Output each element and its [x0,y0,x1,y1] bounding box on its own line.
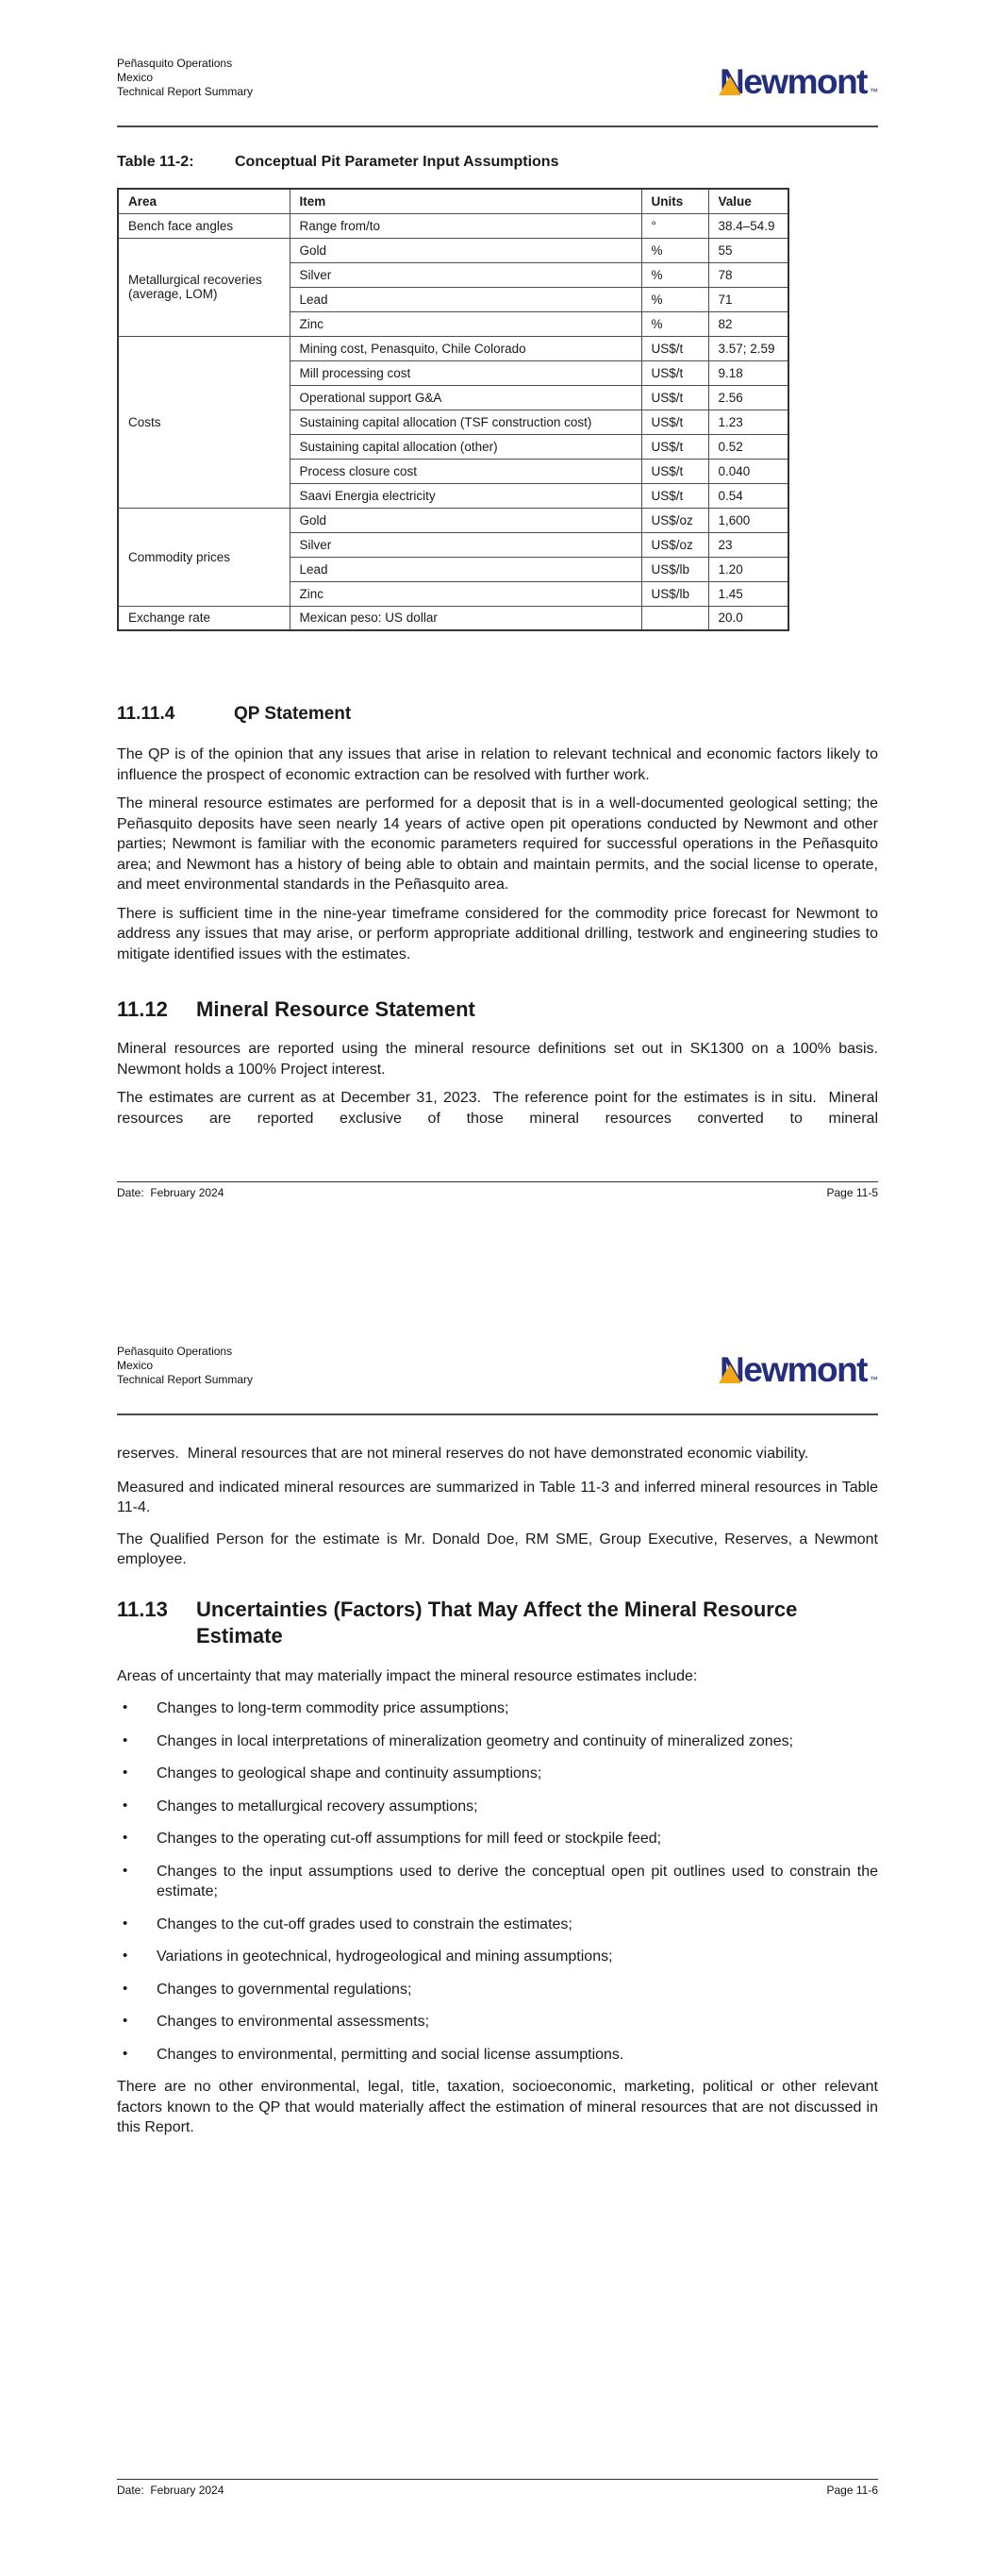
list-item [117,1797,878,1817]
column-header-units: Units [641,189,708,213]
list-item-text: Changes to long-term commodity price assumptions; [157,1700,509,1716]
cell-units: US$/t [641,483,708,508]
section-title: QP Statement [234,704,352,724]
cell-units: % [641,238,708,262]
list-item-text: Changes to environmental assessments; [157,2014,430,2030]
paragraph: reserves. Mineral resources that are not mineral reserves do not have demonstrated economic viability. [117,1446,809,1462]
paragraph: Measured and indicated mineral resources are summarized in Table 11-3 and inferred mineral resources in Table 11-4. [117,1479,883,1515]
pit-parameter-table [117,188,789,631]
paragraph: There is sufficient time in the nine-year timeframe considered for the commodity price forecast for Newmont to address any issues that may arise, or perform appropriate additional drilling, testwork and engineering studies to mitigate identified issues with the estimates. [117,905,883,962]
paragraph: There are no other environmental, legal, title, taxation, socioeconomic, marketing, political or other relevant factors known to the QP that would materially affect the estimation of mineral resources that are not discussed in this Report. [117,2079,883,2135]
paragraph: The estimates are current as at December 31, 2023. The reference point for the estimates is in situ. Mineral resources are reported exclusive of those mineral resources converted to mineral [117,1090,883,1127]
cell-item: Lead [290,287,641,311]
cell-area: Costs [118,336,290,508]
list-item-text: Changes to metallurgical recovery assumptions; [157,1798,478,1815]
bullet-icon: • [123,1797,128,1814]
bullet-icon: • [123,1915,128,1932]
paragraph: The mineral resource estimates are performed for a deposit that is in a well-documented geological setting; the Peñasquito deposits have seen nearly 14 years of active open pit operations conducted by Newmont and other parties; Newmont is familiar with the economic parameters required for successful operations in the Peñasquito area; and Newmont has a history of being able to obtain and maintain permits, and the social license to operate, and meet environmental standards in the Peñasquito area. [117,795,883,893]
footer-page-number: Page 11-6 [826,2484,878,2497]
table-row [118,336,788,360]
cell-item: Mining cost, Penasquito, Chile Colorado [290,336,641,360]
header-line-operations: Peñasquito Operations [117,1345,233,1358]
header-line-doctype: Technical Report Summary [117,85,254,98]
cell-item: Saavi Energia electricity [290,483,641,508]
cell-value: 1.23 [708,410,788,434]
cell-value: 0.54 [708,483,788,508]
table-caption-text: Conceptual Pit Parameter Input Assumptions [235,154,559,170]
cell-units: % [641,262,708,287]
table-header-row [118,189,788,213]
cell-value: 9.18 [708,360,788,385]
newmont-logo [720,62,878,101]
table-row [118,508,788,532]
list-item [117,2045,878,2066]
cell-value: 20.0 [708,606,788,630]
cell-units: US$/t [641,336,708,360]
column-header-area: Area [118,189,290,213]
newmont-logo-text: Newmont [720,1350,867,1389]
paragraph: The QP is of the opinion that any issues that arise in relation to relevant technical and economic factors likely to influence the prospect of economic extraction can be resolved with further work. [117,746,883,783]
cell-value: 23 [708,532,788,557]
cell-item: Silver [290,262,641,287]
header-line-country: Mexico [117,71,154,84]
page-11-6 [0,1288,995,2576]
list-item-text: Changes in local interpretations of mineralization geometry and continuity of mineralized zones; [157,1732,794,1749]
cell-value: 82 [708,311,788,336]
bullet-icon: • [123,1699,128,1715]
page-header [117,57,878,99]
header-divider [117,1413,878,1415]
report-header-text [117,57,253,99]
cell-value: 38.4–54.9 [708,213,788,238]
section-heading-uncertainties [117,1597,878,1649]
header-line-country: Mexico [117,1359,154,1372]
header-divider [117,125,878,127]
bullet-icon: • [123,1731,128,1748]
table-caption-number: Table 11-2: [117,154,194,170]
list-item-text: Changes to the input assumptions used to derive the conceptual open pit outlines used to constrain the estimate; [157,1863,878,1899]
cell-value: 71 [708,287,788,311]
bullet-icon: • [123,1948,128,1964]
bullet-icon: • [123,1980,128,1997]
paragraph: Mineral resources are reported using the mineral resource definitions set out in SK1300 on a 100% basis. Newmont holds a 100% Project interest. [117,1041,887,1078]
cell-value: 78 [708,262,788,287]
cell-units: US$/t [641,434,708,459]
page-header [117,1345,878,1387]
section-number: 11.13 [117,1597,168,1621]
cell-area: Metallurgical recoveries (average, LOM) [118,238,290,336]
header-line-operations: Peñasquito Operations [117,57,233,70]
section-title: Uncertainties (Factors) That May Affect the Mineral Resource Estimate [196,1597,798,1648]
cell-item: Zinc [290,311,641,336]
list-item-text: Changes to the operating cut-off assumptions for mill feed or stockpile feed; [157,1831,662,1847]
list-item [117,2012,878,2032]
bullet-icon: • [123,2013,128,2029]
newmont-logo-text: Newmont [720,62,867,101]
list-item-text: Variations in geotechnical, hydrogeological and mining assumptions; [157,1949,613,1965]
cell-units: % [641,287,708,311]
section-heading-mineral-resource-statement [117,996,878,1023]
cell-units: US$/lb [641,557,708,581]
trademark-symbol: ™ [870,1375,878,1384]
list-item [117,1764,878,1784]
table-row [118,606,788,630]
cell-units: US$/lb [641,581,708,606]
list-item [117,1698,878,1719]
cell-units: ° [641,213,708,238]
cell-item: Gold [290,238,641,262]
cell-value: 0.040 [708,459,788,483]
list-item [117,1829,878,1849]
list-item-text: Changes to environmental, permitting and social license assumptions. [157,2046,624,2063]
cell-item: Sustaining capital allocation (other) [290,434,641,459]
cell-item: Silver [290,532,641,557]
list-item [117,1980,878,2000]
section-title: Mineral Resource Statement [196,997,475,1021]
cell-item: Range from/to [290,213,641,238]
newmont-triangle-icon [719,76,741,95]
cell-area: Commodity prices [118,508,290,606]
paragraph: The Qualified Person for the estimate is Mr. Donald Doe, RM SME, Group Executive, Reserves, a Newmont employee. [117,1531,883,1567]
section-heading-qp-statement [117,703,878,725]
section-number: 11.11.4 [117,704,175,724]
cell-units: US$/t [641,459,708,483]
cell-item: Process closure cost [290,459,641,483]
list-item-text: Changes to governmental regulations; [157,1981,412,1998]
cell-item: Zinc [290,581,641,606]
paragraph: Areas of uncertainty that may materially impact the mineral resource estimates include: [117,1667,698,1684]
cell-value: 1,600 [708,508,788,532]
page-footer [117,2479,878,2497]
newmont-triangle-icon [719,1364,741,1383]
cell-item: Lead [290,557,641,581]
list-item [117,1915,878,1935]
table-row [118,238,788,262]
bullet-icon: • [123,2045,128,2062]
column-header-item: Item [290,189,641,213]
newmont-logo [720,1350,878,1389]
cell-item: Mexican peso: US dollar [290,606,641,630]
list-item [117,1862,878,1902]
cell-item: Mill processing cost [290,360,641,385]
cell-units: US$/oz [641,508,708,532]
cell-item: Sustaining capital allocation (TSF construction cost) [290,410,641,434]
cell-value: 1.20 [708,557,788,581]
cell-area: Exchange rate [118,606,290,630]
cell-value: 3.57; 2.59 [708,336,788,360]
uncertainty-bullet-list [117,1698,878,2065]
bullet-icon: • [123,1862,128,1879]
cell-area: Bench face angles [118,213,290,238]
trademark-symbol: ™ [870,87,878,96]
section-number: 11.12 [117,997,168,1021]
cell-value: 2.56 [708,385,788,410]
header-line-doctype: Technical Report Summary [117,1373,254,1386]
footer-date: Date: February 2024 [117,1186,224,1199]
list-item-text: Changes to geological shape and continuity assumptions; [157,1765,542,1781]
table-row [118,213,788,238]
cell-units: US$/t [641,360,708,385]
column-header-value: Value [708,189,788,213]
cell-item: Gold [290,508,641,532]
cell-units [641,606,708,630]
cell-units: US$/oz [641,532,708,557]
table-caption [117,154,878,171]
bullet-icon: • [123,1765,128,1781]
cell-value: 1.45 [708,581,788,606]
cell-units: US$/t [641,385,708,410]
bullet-icon: • [123,1830,128,1846]
cell-units: % [641,311,708,336]
list-item [117,1731,878,1752]
list-item [117,1947,878,1967]
cell-value: 55 [708,238,788,262]
report-header-text [117,1345,253,1387]
footer-date: Date: February 2024 [117,2484,224,2497]
cell-item: Operational support G&A [290,385,641,410]
list-item-text: Changes to the cut-off grades used to constrain the estimates; [157,1915,572,1932]
cell-value: 0.52 [708,434,788,459]
page-footer [117,1181,878,1199]
footer-page-number: Page 11-5 [826,1186,878,1199]
cell-units: US$/t [641,410,708,434]
